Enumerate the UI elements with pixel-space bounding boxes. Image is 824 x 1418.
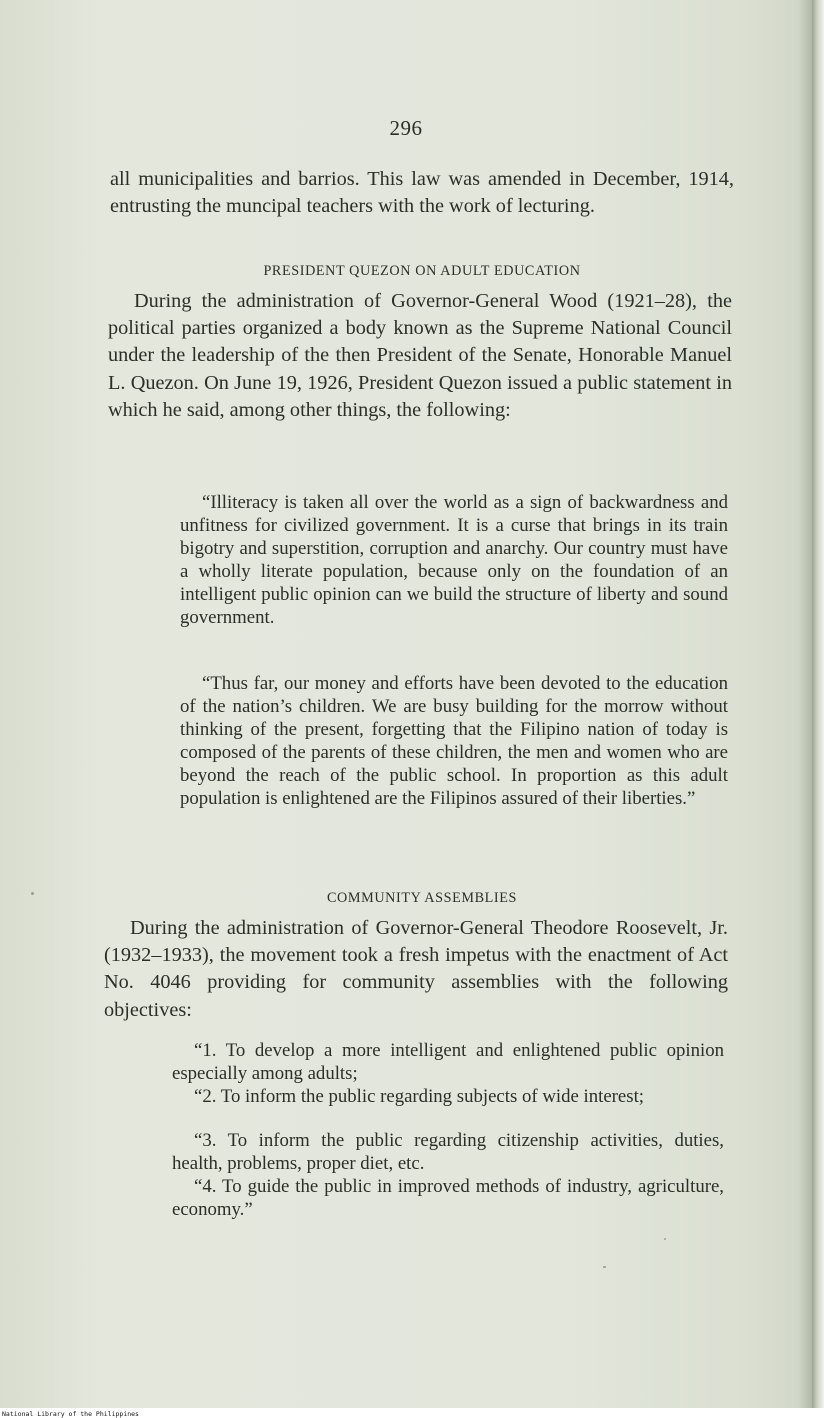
scan-edge xyxy=(812,0,824,1408)
quezon-paragraph-text: During the administration of Governor-General Wood (1921–28), the political parties organized a body known as the Supreme National Council under the leadership of the then President of the Senate, Honorable Manuel L. Quezon. On June 19, 1926, President Quezon issued a public statement in which he said, among other things, the following: xyxy=(108,290,732,421)
community-paragraph-text: During the administration of Governor-General Theodore Roosevelt, Jr. (1932–1933), the movement took a fresh impetus with the enactment of Act No. 4046 providing for community assemblies with the following objectives: xyxy=(104,917,728,1021)
quezon-quote-1 xyxy=(180,492,728,629)
objective-4-text: “4. To guide the public in improved methods of industry, agriculture, economy.” xyxy=(172,1176,724,1220)
objective-2 xyxy=(172,1086,724,1109)
objective-2-text: “2. To inform the public regarding subjects of wide interest; xyxy=(194,1086,645,1107)
page-number: 296 xyxy=(389,116,423,140)
quezon-quote-2 xyxy=(180,673,728,810)
footer-credit: National Library of the Philippines xyxy=(2,1410,139,1418)
paper-speck xyxy=(664,1238,666,1240)
page-edge-shadow xyxy=(798,0,812,1408)
section-heading-community: COMMUNITY ASSEMBLIES xyxy=(326,890,518,906)
paper-speck xyxy=(603,1266,606,1268)
objective-3-text: “3. To inform the public regarding citizenship activities, duties, health, problems, proper diet, etc. xyxy=(172,1130,724,1174)
objective-3 xyxy=(172,1130,724,1176)
quezon-quote-2-text: “Thus far, our money and efforts have been devoted to the education of the nation’s children. We are busy building for the morrow without thinking of the present, forgetting that the Filipino nation of today is composed of the parents of these children, the men and women who are beyond the reach of the public school. In proportion as this adult population is enlightened are the Filipinos assured of their liberties.” xyxy=(180,673,728,809)
quezon-quote-1-text: “Illiteracy is taken all over the world as a sign of backwardness and unfitness for civilized government. It is a curse that brings in its train bigotry and superstition, corruption and anarchy. Our country must have a wholly literate population, because only on the foundation of an intelligent public opinion can we build the structure of liberty and sound government. xyxy=(180,492,728,628)
intro-paragraph xyxy=(110,166,734,220)
objective-4 xyxy=(172,1176,724,1222)
intro-paragraph-text: all municipalities and barrios. This law was amended in December, 1914, entrusting the muncipal teachers with the work of lecturing. xyxy=(110,168,734,218)
community-paragraph xyxy=(104,915,728,1024)
objective-1 xyxy=(172,1040,724,1086)
quezon-paragraph xyxy=(108,288,732,424)
section-heading-quezon: PRESIDENT QUEZON ON ADULT EDUCATION xyxy=(263,263,581,279)
objective-1-text: “1. To develop a more intelligent and enlightened public opinion especially among adults; xyxy=(172,1040,724,1084)
